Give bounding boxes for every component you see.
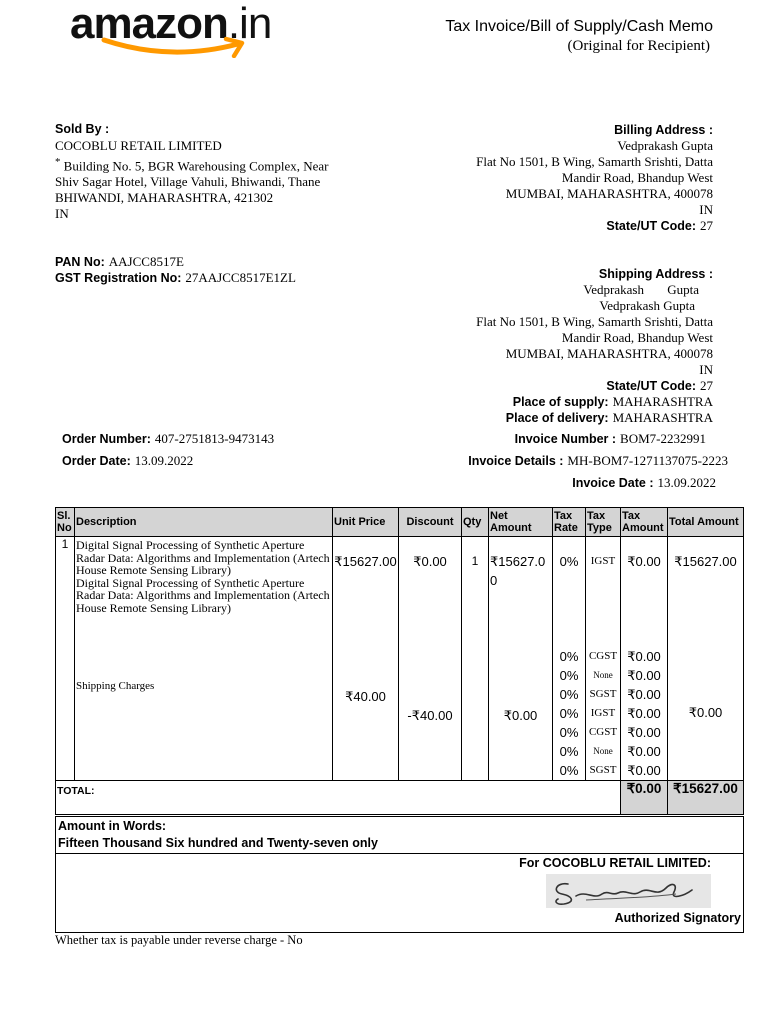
item-tax-type: IGST (590, 555, 616, 567)
place-of-delivery-value: MAHARASHTRA (612, 410, 713, 425)
gst-value: 27AAJCC8517E1ZL (185, 270, 296, 285)
seller-address-line-1: Building No. 5, BGR Warehousing Complex, Near (63, 158, 329, 174)
logo-suffix: .in (227, 0, 272, 48)
invoice-table (55, 507, 744, 815)
total-tax-amount: ₹0.00 (621, 781, 668, 815)
invoice-date-value: 13.09.2022 (657, 475, 716, 490)
item-net-amount: ₹15627.00 (490, 554, 546, 588)
col-discount: Discount (399, 508, 462, 537)
seller-address (55, 154, 329, 222)
invoice-details-row (468, 452, 728, 470)
shipping-line-3: Flat No 1501, B Wing, Samarth Srishti, Datta (476, 314, 713, 329)
shipping-tax-amount-cgst: ₹0.00 (627, 725, 661, 740)
billing-address (373, 122, 713, 234)
shipping-tax-type-sgst: SGST (589, 764, 617, 776)
shipping-description: Shipping Charges (76, 680, 155, 692)
place-of-supply-value: MAHARASHTRA (612, 394, 713, 409)
billing-address-label: Billing Address : (614, 123, 713, 137)
col-tax-rate: Tax Rate (553, 508, 586, 537)
col-total-amount: Total Amount (668, 508, 744, 537)
amazon-smile-icon (100, 36, 250, 58)
shipping-net-amount: ₹0.00 (503, 708, 538, 723)
billing-line-2: Flat No 1501, B Wing, Samarth Srishti, Datta (476, 154, 713, 169)
shipping-tax-rate-sgst: 0% (559, 763, 579, 778)
signature-image (546, 874, 711, 908)
item-unit-price: ₹15627.00 (334, 554, 397, 569)
item-tax-amount-sgst: ₹0.00 (627, 687, 661, 702)
pan-label: PAN No: (55, 255, 105, 269)
item-total-amount: ₹15627.00 (674, 554, 737, 569)
item-sl: 1 (56, 537, 75, 781)
item-tax-type-cgst: CGST (588, 650, 618, 662)
seller-name: COCOBLU RETAIL LIMITED (55, 138, 222, 153)
invoice-date-row (572, 474, 716, 492)
unit-price-cell (333, 537, 399, 781)
sold-by-label: Sold By : (55, 122, 110, 136)
item-tax-amount-none: ₹0.00 (627, 668, 661, 683)
shipping-unit-price: ₹40.00 (345, 689, 386, 704)
shipping-tax-rate-cgst: 0% (559, 725, 579, 740)
tax-rate-cell (553, 537, 586, 781)
item-description-repeat: Digital Signal Processing of Synthetic Aperture Radar Data: Algorithms and Implementation (Artech House Remote Sensing Library) (76, 575, 330, 615)
order-number-row (62, 430, 274, 448)
shipping-line-4: Mandir Road, Bhandup West (561, 330, 713, 345)
item-tax-amount-cgst: ₹0.00 (627, 649, 661, 664)
item-tax-rate-cgst: 0% (559, 649, 579, 664)
billing-line-4: MUMBAI, MAHARASHTRA, 400078 (505, 186, 713, 201)
item-qty: 1 (471, 554, 479, 568)
qty-cell (462, 537, 489, 781)
item-tax-rate-sgst: 0% (559, 687, 579, 702)
shipping-discount: -₹40.00 (407, 708, 453, 723)
invoice-number-value: BOM7-2232991 (620, 431, 706, 446)
item-description-cell (75, 537, 333, 781)
invoice-details-label: Invoice Details : (468, 454, 564, 468)
shipping-address-label: Shipping Address : (598, 267, 713, 281)
invoice-number-label: Invoice Number : (514, 432, 617, 446)
shipping-line-2: Vedprakash Gupta (599, 298, 695, 313)
place-of-supply-label: Place of supply: (512, 395, 609, 409)
signature-box (55, 852, 744, 933)
gst-label: GST Registration No: (55, 271, 182, 285)
order-number-label: Order Number: (62, 432, 151, 446)
item-tax-amount: ₹0.00 (627, 554, 661, 569)
reverse-charge-note: Whether tax is payable under reverse charge - No (55, 933, 303, 947)
shipping-line-1: Vedprakash Gupta (583, 282, 699, 297)
shipping-tax-type-none: None (593, 746, 613, 756)
pan-value: AAJCC8517E (108, 254, 184, 269)
seller-address-line-4: IN (55, 206, 69, 222)
place-of-delivery-label: Place of delivery: (505, 411, 609, 425)
for-company-label: For COCOBLU RETAIL LIMITED: (519, 856, 711, 870)
authorized-signatory-label: Authorized Signatory (614, 911, 741, 925)
shipping-line-5: MUMBAI, MAHARASHTRA, 400078 (505, 346, 713, 361)
shipping-state-label: State/UT Code: (606, 379, 696, 393)
logo-text: amazon (70, 0, 228, 48)
item-tax-type-none: None (593, 670, 613, 680)
shipping-tax-rate: 0% (559, 706, 579, 721)
discount-cell (399, 537, 462, 781)
invoice-number-row (515, 430, 706, 448)
amount-in-words-value: Fifteen Thousand Six hundred and Twenty-seven only (58, 836, 378, 850)
invoice-subtitle: (Original for Recipient) (567, 38, 710, 54)
billing-state-code: 27 (700, 218, 713, 233)
col-description: Description (75, 508, 333, 537)
col-qty: Qty (462, 508, 489, 537)
billing-line-3: Mandir Road, Bhandup West (561, 170, 713, 185)
net-amount-cell (489, 537, 553, 781)
shipping-tax-amount-sgst: ₹0.00 (627, 763, 661, 778)
invoice-title: Tax Invoice/Bill of Supply/Cash Memo (445, 18, 713, 35)
order-date-label: Order Date: (62, 454, 131, 468)
item-description: Digital Signal Processing of Synthetic Aperture Radar Data: Algorithms and Implementation (Artech House Remote Sensing Library) (76, 538, 330, 577)
order-number-value: 407-2751813-9473143 (154, 431, 275, 446)
col-tax-amount: Tax Amount (621, 508, 668, 537)
total-amount: ₹15627.00 (668, 781, 744, 815)
shipping-tax-type: IGST (590, 707, 616, 719)
item-tax-type-sgst: SGST (589, 688, 617, 700)
shipping-tax-type-cgst: CGST (588, 726, 618, 738)
order-date-value: 13.09.2022 (134, 453, 194, 468)
billing-line-1: Vedprakash Gupta (617, 138, 713, 153)
col-sl-no: Sl. No (56, 508, 75, 537)
billing-line-5: IN (699, 202, 713, 217)
tax-amount-cell (621, 537, 668, 781)
shipping-address (373, 266, 713, 426)
shipping-tax-amount: ₹0.00 (627, 706, 661, 721)
total-label: TOTAL: (56, 781, 621, 815)
tax-type-cell (586, 537, 621, 781)
seller-address-line-2: Shiv Sagar Hotel, Village Vahuli, Bhiwandi, Thane (55, 174, 321, 190)
amazon-logo (70, 2, 290, 62)
order-date-row (62, 452, 193, 470)
item-tax-rate: 0% (559, 554, 579, 569)
table-row (56, 537, 744, 781)
shipping-tax-amount-none: ₹0.00 (627, 744, 661, 759)
shipping-total-amount: ₹0.00 (688, 705, 723, 720)
invoice-date-label: Invoice Date : (572, 476, 654, 490)
amount-in-words-box (55, 816, 744, 854)
col-tax-type: Tax Type (586, 508, 621, 537)
seller-address-line-3: BHIWANDI, MAHARASHTRA, 421302 (55, 190, 274, 206)
col-net-amount: Net Amount (489, 508, 553, 537)
item-tax-rate-none: 0% (559, 668, 579, 683)
total-row (56, 781, 744, 815)
total-amount-cell (668, 537, 744, 781)
gst-row (55, 269, 296, 287)
item-discount: ₹0.00 (413, 554, 447, 569)
invoice-details-value: MH-BOM7-1271137075-2223 (567, 453, 728, 468)
shipping-state-code: 27 (700, 378, 713, 393)
seller-asterisk: * (55, 156, 61, 168)
col-unit-price: Unit Price (333, 508, 399, 537)
shipping-tax-rate-none: 0% (559, 744, 579, 759)
shipping-line-6: IN (699, 362, 713, 377)
amount-in-words-label: Amount in Words: (58, 819, 167, 833)
table-header-row (56, 508, 744, 537)
billing-state-label: State/UT Code: (606, 219, 696, 233)
